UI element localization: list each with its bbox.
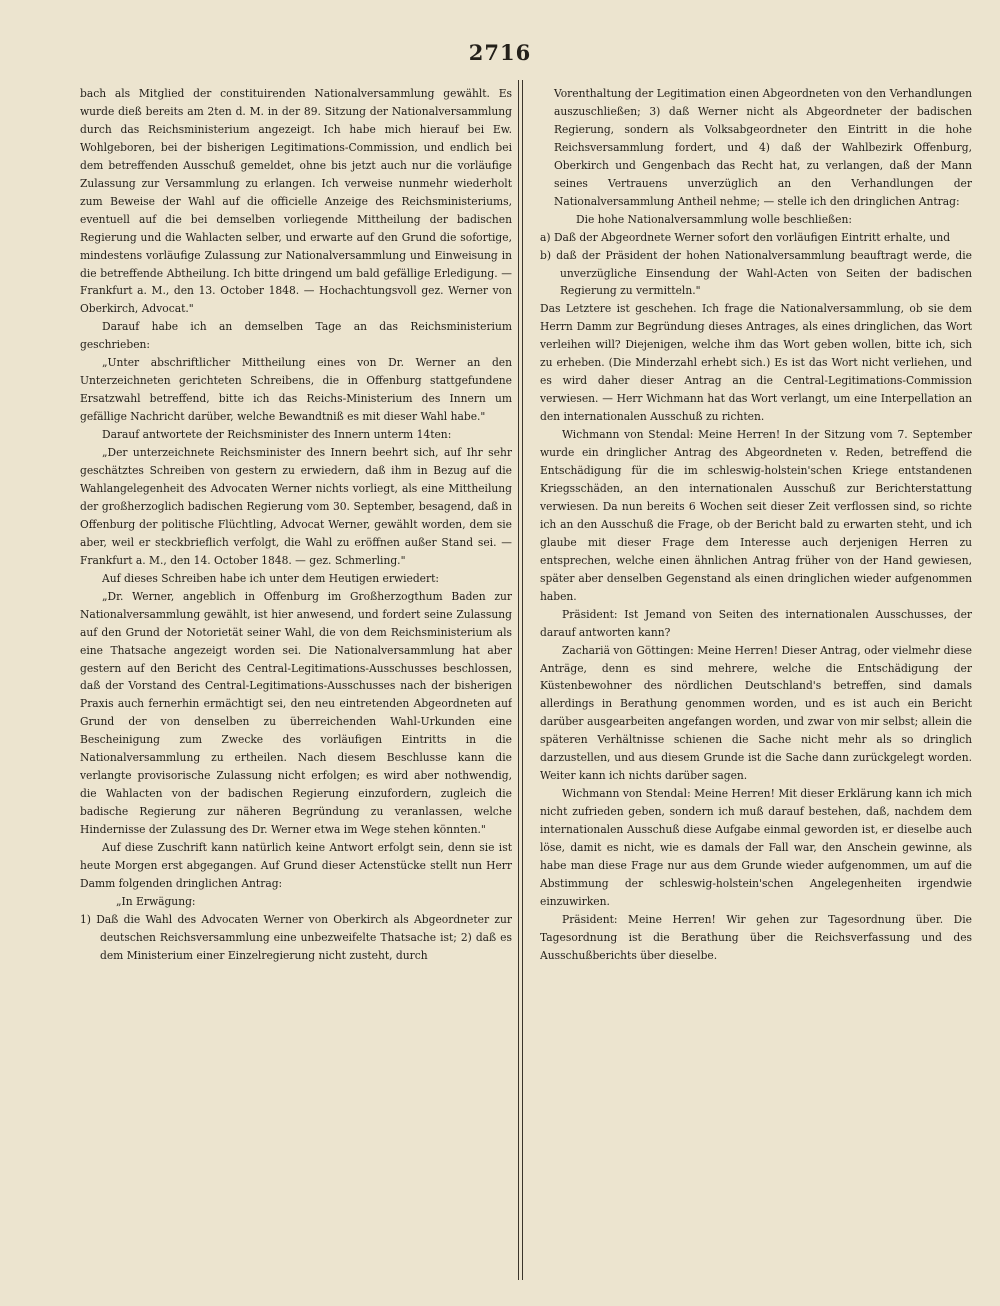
column-divider bbox=[518, 80, 523, 1280]
quote-paragraph: „Der unterzeichnete Reichsminister des Innern beehrt sich, auf Ihr sehr geschätztes Schreiben von gestern zu erwiedern, daß ihm in Bezug auf die Wahlangelegenheit des Advocaten Werner nichts vorliegt, als eine Mittheilung der großherzoglich badischen Regierung vom 30. September, besagend, daß in Offenburg der politische Flüchtling, Advocat Werner, gewählt worden, dem sie aber, weil er steckbrieflich verfolgt, die Wahl zu eröffnen außer Stand sei. — Frankfurt a. M., den 14. October 1848. — gez. Schmerling." bbox=[80, 446, 512, 567]
motion-item: 1) Daß die Wahl des Advocaten Werner von Oberkirch als Abgeordneter zur deutschen Reichsversammlung eine unbezweifelte Thatsache ist; 2) daß es dem Ministerium einer Einzelregierung nicht zusteht, durch bbox=[80, 912, 512, 962]
quote-paragraph: „Unter abschriftlicher Mittheilung eines von Dr. Werner an den Unterzeichneten gerichteten Schreibens, die in Offenburg stattgefundene Ersatzwahl betreffend, bitte ich das Reichs-Ministerium des Innern um gefällige Nachricht darüber, welche Bewandtniß es mit dieser Wahl habe." bbox=[80, 356, 512, 424]
page-number: 2716 bbox=[468, 40, 532, 65]
speech-paragraph: Wichmann von Stendal: Meine Herren! In der Sitzung vom 7. September wurde ein dringlicher Antrag des Abgeordneten v. Reden, betreffend die Entschädigung für die im schleswig-holstein'schen Kriege entstandenen Kriegsschäden, an den internationalen Ausschuß zur Berichterstattung verwiesen. Da nun bereits 6 Wochen seit dieser Zeit verflossen sind, so richte ich an den Ausschuß die Frage, ob der Bericht bald zu erwarten steht, und ich glaube mit dieser Frage dem Interesse auch derjenigen Herren zu entsprechen, welche einen ähnlichen Antrag früher von der Hand gewiesen, später aber denselben Gegenstand als einen dringlichen wieder aufgenommen haben. bbox=[540, 428, 972, 603]
right-column bbox=[540, 85, 972, 1285]
speech-paragraph: Präsident: Ist Jemand von Seiten des internationalen Ausschusses, der darauf antworten kann? bbox=[540, 607, 972, 639]
motion-item: a) Daß der Abgeordnete Werner sofort den vorläufigen Eintritt erhalte, und bbox=[540, 230, 951, 244]
paragraph: Darauf antwortete der Reichsminister des Innern unterm 14ten: bbox=[102, 428, 452, 442]
motion-resolution-intro: Die hohe Nationalversammlung wolle beschließen: bbox=[576, 212, 852, 226]
paragraph: Das Letztere ist geschehen. Ich frage die Nationalversammlung, ob sie dem Herrn Damm zur Begründung dieses Antrages, als eines dringlichen, das Wort verleihen will? Diejenigen, welche ihm das Wort geben wollen, bitte ich, sich zu erheben. (Die Minderzahl erhebt sich.) Es ist das Wort nicht verliehen, und es wird daher dieser Antrag an die Central-Legitimations-Commission verwiesen. — Herr Wichmann hat das Wort verlangt, um eine Interpellation an den internationalen Ausschuß zu richten. bbox=[540, 302, 972, 424]
paragraph: Auf diese Zuschrift kann natürlich keine Antwort erfolgt sein, denn sie ist heute Morgen erst abgegangen. Auf Grund dieser Actenstücke stellt nun Herr Damm folgenden dringlichen Antrag: bbox=[80, 841, 512, 890]
speech-paragraph: Zachariä von Göttingen: Meine Herren! Dieser Antrag, oder vielmehr diese Anträge, denn es sind mehrere, welche die Entschädigung der Küstenbewohner des nördlichen Deutschland's betreffen, sind damals allerdings in Berathung genommen worden, und es ist auch ein Bericht darüber ausgearbeiten angefangen worden, und zwar von mir selbst; allein die späteren Verhältnisse schienen die Sache nicht mehr als so dringlich darzustellen, und aus diesem Grunde ist die Sache dann zurückgelegt worden. Weiter kann ich nichts darüber sagen. bbox=[540, 643, 972, 783]
motion-continuation: Vorenthaltung der Legitimation einen Abgeordneten von den Verhandlungen auszuschließen; 3) daß Werner nicht als Abgeordneter der badischen Regierung, sondern als Volksabgeordneter den Eintritt in die hohe Reichsversammlung fordert, und 4) daß der Wahlbezirk Offenburg, Oberkirch und Gengenbach das Recht hat, zu verlangen, daß der Mann seines Vertrauens unverzüglich an den Verhandlungen der Nationalversammlung Antheil nehme; — stelle ich den dringlichen Antrag: bbox=[554, 87, 972, 208]
paragraph: Auf dieses Schreiben habe ich unter dem Heutigen erwiedert: bbox=[102, 571, 439, 585]
motion-item: b) daß der Präsident der hohen Nationalversammlung beauftragt werde, die unverzügliche Einsendung der Wahl-Acten von Seiten der badischen Regierung zu vermitteln." bbox=[540, 248, 972, 298]
motion-heading: „In Erwägung: bbox=[116, 894, 196, 908]
speech-paragraph: Präsident: Meine Herren! Wir gehen zur Tagesordnung über. Die Tagesordnung ist die Berathung über die Reichsverfassung und des Ausschußberichts über dieselbe. bbox=[540, 912, 972, 962]
left-column bbox=[80, 85, 512, 1285]
paragraph: Darauf habe ich an demselben Tage an das Reichsministerium geschrieben: bbox=[80, 320, 512, 352]
paragraph: bach als Mitglied der constituirenden Nationalversammlung gewählt. Es wurde dieß bereits am 2ten d. M. in der 89. Sitzung der Nationalversammlung durch das Reichsministerium angezeigt. Ich habe mich hierauf bei Ew. Wohlgeboren, bei der bisherigen Legitimations-Commission, und endlich bei dem betreffenden Ausschuß gemeldet, ohne bis jetzt auch nur die vorläufige Zulassung zur Versammlung zu erlangen. Ich verweise nunmehr wiederholt zum Beweise der Wahl auf die officielle Anzeige des Reichsministeriums, eventuell auf die bei demselben vorliegende Mittheilung der badischen Regierung und die Wahlacten selber, und erwarte auf den Grund die sofortige, mindestens vorläufige Zulassung zur Nationalversammlung und Einweisung in die betreffende Abtheilung. Ich bitte dringend um bald gefällige Erledigung. — Frankfurt a. M., den 13. October 1848. — Hochachtungsvoll gez. Werner von Oberkirch, Advocat." bbox=[80, 87, 512, 316]
quote-paragraph: „Dr. Werner, angeblich in Offenburg im Großherzogthum Baden zur Nationalversammlung gewählt, ist hier anwesend, und fordert seine Zulassung auf den Grund der Notorietät seiner Wahl, die von dem Reichsministerium als eine Thatsache angezeigt worden sei. Die Nationalversammlung hat aber gestern auf den Bericht des Central-Legitimations-Ausschusses beschlossen, daß der Vorstand des Central-Legitimations-Ausschusses nach der bisherigen Praxis auch fernerhin ermächtigt sei, den neu eintretenden Abgeordneten auf Grund der von denselben zu überreichenden Wahl-Urkunden eine Bescheinigung zum Zwecke des vorläufigen Eintritts in die Nationalversammlung zu ertheilen. Nach diesem Beschlusse kann die verlangte provisorische Zulassung nicht erfolgen; es wird aber nothwendig, die Wahlacten von der badischen Regierung einzufordern, zugleich die badische Regierung zur näheren Begründung zu veranlassen, welche Hindernisse der Zulassung des Dr. Werner etwa im Wege stehen könnten." bbox=[80, 589, 512, 837]
speech-paragraph: Wichmann von Stendal: Meine Herren! Mit dieser Erklärung kann ich mich nicht zufrieden geben, sondern ich muß darauf bestehen, daß, nachdem dem internationalen Ausschuß diese Aufgabe einmal geworden ist, er dieselbe auch löse, damit es nicht, wie es damals der Fall war, den Anschein gewinne, als habe man diese Frage nur aus dem Grunde wieder aufgenommen, um auf die Abstimmung der schleswig-holstein'schen Angelegenheiten irgendwie einzuwirken. bbox=[540, 787, 972, 908]
